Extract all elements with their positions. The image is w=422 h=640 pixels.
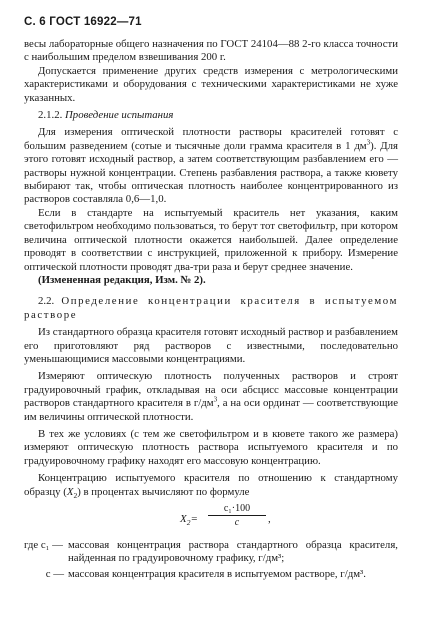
definition-c: c — массовая концентрация красителя в испытуемом растворе, г/дм³. bbox=[45, 567, 366, 580]
section-2-2-heading bbox=[24, 295, 398, 322]
edit-note: (Измененная редакция, Изм. № 2). bbox=[38, 273, 206, 286]
definition-c1: где c₁ — массовая концентрация раствора стандартного образца красителя, найденная по градуировочному графику, г/дм³; bbox=[24, 539, 398, 565]
paragraph-dilution: Для измерения оптической плотности растворы красителей готовят с большим разведением (сотые и тысячные доли грамма красителя в 1 $дм^3$). Для этого готовят исходный раствор, а затем соответствующим разбавлением его — растворы нужной концентрации. Степень разбавления раствора, а также кювету выбирают так, чтобы оптическая плотность наиболее концентрированного из растворов составляла 0,6—1,0. bbox=[24, 126, 398, 206]
paragraph-calibration: Измеряют оптическую плотность полученных растворов и строят градуировочный график, откладывая на оси абсцисс массовые концентрации растворов стандартного красителя в $г/дм^3$, а на оси ординат — соответствующие им величины оптической плотности. bbox=[24, 370, 399, 423]
section-number: 2.1.2. bbox=[38, 109, 63, 122]
section-title: Определение концентрации красителя в испытуемом растворе bbox=[24, 295, 398, 321]
section-number: 2.2. bbox=[38, 295, 55, 308]
section-2-1-2-heading bbox=[24, 109, 398, 122]
paragraph-scales: весы лабораторные общего назначения по ГОСТ 24104—88 2-го класса точности с наибольшим пределом взвешивания 200 г. bbox=[24, 38, 398, 64]
formula: $X_2=$ $\frac{\text{c₁·100}}{c}$ , bbox=[180, 503, 271, 528]
formula-lhs: $X_2=$ bbox=[180, 513, 198, 528]
document-body bbox=[24, 38, 398, 581]
page-header: С. 6 ГОСТ 16922—71 bbox=[24, 16, 142, 28]
paragraph-filter: Если в стандарте на испытуемый краситель нет указания, каким светофильтром необходимо пользоваться, то берут тот светофильтр, при котором величина оптической плотности окажется наибольшей. Далее определение проводят в соответствии с инструкцией, приложенной к прибору. Измерение оптической плотности проводят два-три раза и берут среднее значение. bbox=[24, 206, 398, 273]
formula-denominator: c bbox=[234, 517, 240, 528]
formula-numerator: c₁·100 bbox=[208, 503, 266, 516]
formula-fraction bbox=[208, 503, 266, 528]
paragraph-concentration: Концентрацию испытуемого красителя по отношению к стандартному образцу $(X_2)$ в процентах вычисляют по формуле bbox=[24, 472, 398, 500]
paragraph-other-instruments: Допускается применение других средств измерения с метрологическими характеристиками и оборудования с техническими характеристиками не хуже указанных. bbox=[24, 64, 398, 104]
section-title: Проведение испытания bbox=[65, 109, 174, 122]
paragraph-stock-solution: Из стандартного образца красителя готовят исходный раствор и разбавлением его приготовляют ряд растворов с известными, последовательно уменьшающимися массовыми концентрациями. bbox=[24, 326, 398, 365]
paragraph-test-measure: В тех же условиях (с тем же светофильтром и в кювете такого же размера) измеряют оптическую плотность раствора испытуемого красителя и по градуировочному графику находят его массовую концентрацию. bbox=[24, 427, 398, 467]
